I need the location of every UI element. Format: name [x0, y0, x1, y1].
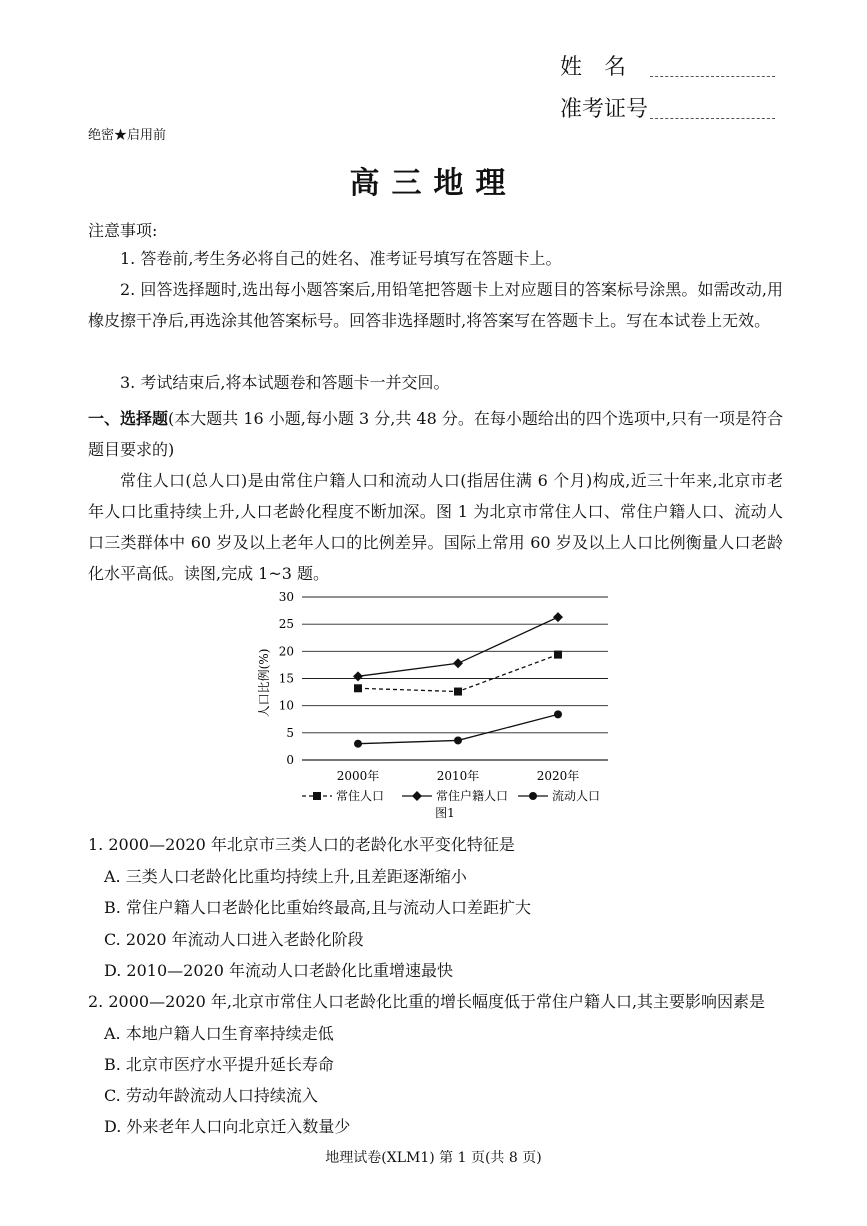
y-tick-label: 25	[278, 617, 294, 632]
question-1-option-a[interactable]: A. 三类人口老龄化比重均持续上升,且差距逐渐缩小	[104, 867, 467, 886]
section-description: (本大题共 16 小题,每小题 3 分,共 48 分。在每小题给出的四个选项中,只有一项是符合题目要求的)	[88, 409, 783, 459]
data-point	[354, 684, 362, 692]
question-1-option-d[interactable]: D. 2010—2020 年流动人口老龄化比重增速最快	[104, 961, 453, 980]
question-1-option-b[interactable]: B. 常住户籍人口老龄化比重始终最高,且与流动人口差距扩大	[104, 898, 532, 917]
exam-id-label: 准考证号	[560, 97, 649, 122]
y-tick-label: 20	[278, 644, 294, 659]
page-title: 高三地理	[349, 166, 518, 201]
legend-label: 流动人口	[552, 789, 601, 803]
exam-id-blank	[650, 118, 775, 119]
notice-heading: 注意事项:	[88, 221, 158, 240]
y-tick-label: 0	[286, 753, 294, 767]
legend-label: 常住人口	[336, 789, 385, 803]
section-intro	[88, 403, 783, 465]
name-blank	[650, 76, 775, 77]
data-point	[453, 658, 463, 668]
data-point	[353, 671, 363, 681]
page-footer: 地理试卷(XLM1) 第 1 页(共 8 页)	[325, 1150, 542, 1166]
y-tick-label: 15	[278, 671, 294, 686]
y-tick-label: 5	[286, 725, 294, 740]
x-tick-label: 2010年	[436, 769, 480, 783]
confidential-mark: 绝密★启用前	[88, 128, 167, 143]
question-1-stem: 1. 2000—2020 年北京市三类人口的老龄化水平变化特征是	[88, 835, 515, 854]
name-label: 姓名	[560, 55, 649, 80]
question-2-option-b[interactable]: B. 北京市医疗水平提升延长寿命	[104, 1055, 334, 1074]
y-tick-label: 10	[278, 698, 294, 713]
legend-marker	[529, 792, 537, 800]
y-axis-label: 人口比例(%)	[257, 648, 271, 718]
passage: 常住人口(总人口)是由常住户籍人口和流动人口(指居住满 6 个月)构成,近三十年来,北京市老年人口比重持续上升,人口老龄化程度不断加深。图 1 为北京市常住人口、常住户籍人口、流动人口三类群体中 60 岁及以上老年人口的比例差异。国际上常用 60 岁及以上人口比例衡量人口老龄化水平高低。读图,完成 1~3 题。	[88, 471, 783, 583]
question-2-option-a[interactable]: A. 本地户籍人口生育率持续走低	[104, 1024, 334, 1043]
x-tick-label: 2000年	[336, 769, 380, 783]
population-aging-chart	[240, 585, 640, 825]
legend-marker	[313, 792, 321, 800]
data-point	[554, 710, 562, 718]
data-point	[554, 651, 562, 659]
legend-marker	[412, 791, 422, 801]
data-point	[454, 688, 462, 696]
question-2-option-c[interactable]: C. 劳动年龄流动人口持续流入	[104, 1086, 318, 1105]
x-tick-label: 2020年	[536, 769, 580, 783]
question-2-stem: 2. 2000—2020 年,北京市常住人口老龄化比重的增长幅度低于常住户籍人口,其主要影响因素是	[88, 992, 766, 1011]
section-heading: 一、选择题	[88, 409, 169, 428]
legend-label: 常住户籍人口	[436, 789, 509, 803]
notice-item-2: 2. 回答选择题时,选出每小题答案后,用铅笔把答题卡上对应题目的答案标号涂黑。如需改动,用橡皮擦干净后,再选涂其他答案标号。回答非选择题时,将答案写在答题卡上。写在本试卷上无效。	[88, 280, 783, 330]
figure-caption: 图1	[435, 806, 455, 820]
notice-item-3: 3. 考试结束后,将本试题卷和答题卡一并交回。	[120, 373, 450, 392]
y-tick-label: 30	[278, 590, 294, 604]
question-2-option-d[interactable]: D. 外来老年人口向北京迁入数量少	[104, 1117, 351, 1136]
data-point	[354, 740, 362, 748]
notice-item-1: 1. 答卷前,考生务必将自己的姓名、准考证号填写在答题卡上。	[120, 249, 562, 268]
data-point	[553, 612, 563, 622]
question-1-option-c[interactable]: C. 2020 年流动人口进入老龄化阶段	[104, 930, 364, 949]
data-point	[454, 736, 462, 744]
